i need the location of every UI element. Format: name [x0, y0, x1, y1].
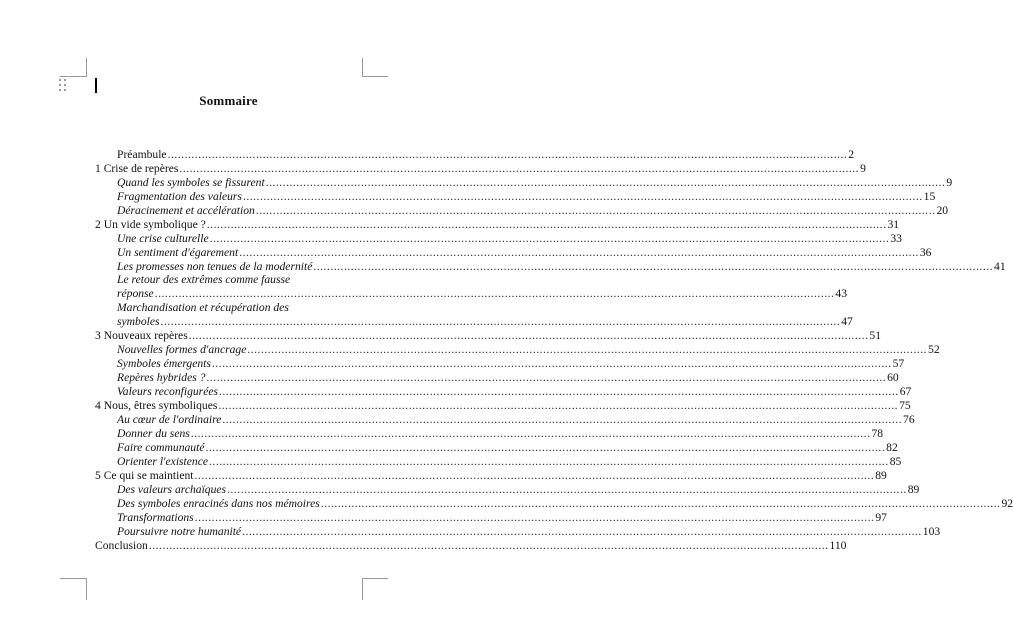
toc-dot-leader: ........................................................................................................................................................................................................	[188, 329, 869, 342]
toc-entry-page-number: 20	[936, 204, 949, 217]
toc-entry-label: Nouvelles formes d'ancrage	[117, 343, 247, 356]
toc-entry[interactable]	[117, 357, 905, 371]
toc-dot-leader: ........................................................................................................................................................................................................	[194, 511, 875, 524]
toc-entry[interactable]	[95, 469, 887, 483]
toc-entry-page-number: 97	[875, 511, 887, 524]
toc-entry-label: Poursuivre notre humanité	[117, 525, 242, 538]
toc-dot-leader: ........................................................................................................................................................................................................	[190, 427, 871, 440]
toc-dot-leader: ........................................................................................................................................................................................................	[255, 204, 936, 217]
toc-entry-label: Donner du sens	[117, 427, 190, 440]
toc-entry-page-number: 57	[892, 357, 905, 370]
toc-entry-label: 3 Nouveaux repères	[95, 329, 188, 342]
toc-entry-page-number: 103	[922, 525, 941, 538]
toc-entry-label: Transformations	[117, 511, 194, 524]
drag-handle-icon[interactable]	[59, 79, 69, 93]
toc-entry-label: Des valeurs archaïques	[117, 483, 227, 496]
toc-dot-leader: ........................................................................................................................................................................................................	[247, 343, 928, 356]
toc-dot-leader: ........................................................................................................................................................................................................	[209, 232, 890, 245]
toc-entry[interactable]	[95, 539, 847, 553]
toc-entry-page-number: 85	[889, 455, 902, 468]
toc-dot-leader: ........................................................................................................................................................................................................	[320, 497, 1001, 510]
toc-entry-page-number: 15	[923, 190, 936, 203]
toc-dot-leader: ........................................................................................................................................................................................................	[148, 539, 829, 552]
toc-entry-label: Au cœur de l'ordinaire	[117, 413, 222, 426]
toc-entry-label: Une crise culturelle	[117, 232, 209, 245]
toc-entry-label-line1: Marchandisation et récupération des	[117, 301, 289, 314]
toc-dot-leader: ........................................................................................................................................................................................................	[154, 287, 835, 300]
toc-entry-page-number: 52	[928, 343, 940, 356]
toc-entry[interactable]	[117, 260, 1006, 274]
toc-dot-leader: ........................................................................................................................................................................................................	[211, 357, 892, 370]
toc-entry[interactable]	[117, 483, 920, 497]
page-title: Sommaire	[199, 93, 258, 108]
toc-entry-label-line1: Le retour des extrêmes comme fausse	[117, 273, 291, 286]
toc-entry-label: 2 Un vide symbolique ?	[95, 218, 206, 231]
toc-dot-leader: ........................................................................................................................................................................................................	[194, 469, 875, 482]
toc-entry-label: Repères hybrides ?	[117, 371, 206, 384]
toc-entry-label: Des symboles enracinés dans nos mémoires	[117, 497, 320, 510]
toc-entry[interactable]	[117, 455, 902, 469]
crop-mark-bottom-left-h	[60, 578, 86, 579]
toc-entry[interactable]	[117, 441, 898, 455]
toc-entry-page-number: 31	[887, 218, 900, 231]
toc-entry[interactable]	[117, 287, 847, 301]
toc-entry-label: 5 Ce qui se maintient	[95, 469, 194, 482]
crop-mark-bottom-right-v	[362, 578, 363, 600]
toc-dot-leader: ........................................................................................................................................................................................................	[265, 176, 946, 189]
crop-mark-bottom-right-h	[362, 578, 388, 579]
toc-entry-page-number: 47	[841, 315, 853, 328]
toc-entry-label: Valeurs reconfigurées	[117, 385, 218, 398]
toc-entry-page-number: 67	[899, 385, 912, 398]
toc-entry[interactable]	[95, 162, 866, 176]
toc-entry-label: Fragmentation des valeurs	[117, 190, 242, 203]
toc-entry-page-number: 41	[994, 260, 1006, 273]
toc-entry[interactable]	[117, 190, 936, 204]
toc-entry[interactable]	[95, 329, 881, 343]
text-cursor	[95, 78, 97, 93]
crop-mark-top-right-v	[362, 58, 363, 77]
toc-entry-label: Quand les symboles se fissurent	[117, 176, 265, 189]
toc-entry[interactable]	[117, 343, 940, 357]
toc-entry-page-number: 76	[903, 413, 915, 426]
toc-entry-page-number: 75	[899, 399, 911, 412]
toc-entry-label: Symboles émergents	[117, 357, 211, 370]
toc-entry[interactable]	[117, 511, 887, 525]
toc-dot-leader: ........................................................................................................................................................................................................	[218, 399, 899, 412]
toc-entry-page-number: 33	[890, 232, 902, 245]
toc-entry[interactable]	[117, 246, 932, 260]
toc-entry-page-number: 9	[946, 176, 953, 189]
toc-entry-page-number: 89	[875, 469, 887, 482]
toc-entry-page-number: 110	[829, 539, 847, 552]
toc-entry-page-number: 43	[835, 287, 847, 300]
toc-entry[interactable]	[95, 218, 900, 232]
toc-dot-leader: ........................................................................................................................................................................................................	[209, 455, 889, 468]
toc-entry-page-number: 36	[919, 246, 932, 259]
toc-entry[interactable]	[117, 315, 853, 329]
toc-dot-leader: ........................................................................................................................................................................................................	[160, 315, 841, 328]
toc-dot-leader: ........................................................................................................................................................................................................	[179, 162, 860, 175]
toc-entry[interactable]	[117, 371, 899, 385]
toc-entry-label: Un sentiment d'égarement	[117, 246, 239, 259]
toc-entry-page-number: 51	[869, 329, 881, 342]
toc-entry-page-number: 89	[907, 483, 920, 496]
toc-entry[interactable]	[117, 148, 855, 162]
crop-mark-top-left-v	[86, 58, 87, 77]
toc-entry-label: 1 Crise de repères	[95, 162, 179, 175]
toc-dot-leader: ........................................................................................................................................................................................................	[227, 483, 907, 496]
toc-dot-leader: ........................................................................................................................................................................................................	[242, 190, 923, 203]
toc-entry-label: Orienter l'existence	[117, 455, 209, 468]
toc-entry-label: 4 Nous, êtres symboliques	[95, 399, 218, 412]
toc-entry[interactable]	[117, 413, 915, 427]
toc-entry[interactable]	[117, 176, 953, 190]
toc-entry-page-number: 92	[1001, 497, 1013, 510]
toc-dot-leader: ........................................................................................................................................................................................................	[205, 441, 886, 454]
toc-dot-leader: ........................................................................................................................................................................................................	[167, 148, 848, 161]
crop-mark-top-left-h	[60, 76, 86, 77]
toc-dot-leader: ........................................................................................................................................................................................................	[222, 413, 903, 426]
toc-entry[interactable]	[117, 497, 1013, 511]
toc-entry-page-number: 2	[848, 148, 855, 161]
toc-entry-page-number: 9	[860, 162, 866, 175]
toc-dot-leader: ........................................................................................................................................................................................................	[313, 260, 994, 273]
toc-entry-page-number: 82	[886, 441, 898, 454]
toc-entry[interactable]	[117, 385, 912, 399]
toc-dot-leader: ........................................................................................................................................................................................................	[239, 246, 919, 259]
toc-dot-leader: ........................................................................................................................................................................................................	[206, 218, 887, 231]
toc-entry-label: Faire communauté	[117, 441, 205, 454]
toc-entry[interactable]	[117, 232, 902, 246]
crop-mark-bottom-left-v	[86, 578, 87, 600]
toc-entry-label: réponse	[117, 287, 154, 300]
toc-entry-label: Déracinement et accélération	[117, 204, 255, 217]
crop-mark-top-right-h	[362, 76, 388, 77]
toc-entry-label: Conclusion	[95, 539, 148, 552]
toc-dot-leader: ........................................................................................................................................................................................................	[219, 385, 899, 398]
toc-dot-leader: ........................................................................................................................................................................................................	[206, 371, 887, 384]
toc-entry-page-number: 78	[871, 427, 884, 440]
toc-entry-page-number: 60	[887, 371, 899, 384]
toc-entry[interactable]	[117, 427, 884, 441]
toc-entry-label: Préambule	[117, 148, 167, 161]
toc-entry-label: Les promesses non tenues de la modernité	[117, 260, 313, 273]
toc-entry[interactable]	[95, 399, 911, 413]
toc-dot-leader: ........................................................................................................................................................................................................	[242, 525, 922, 538]
toc-entry[interactable]	[117, 525, 941, 539]
toc-entry[interactable]	[117, 204, 949, 218]
toc-entry-label: symboles	[117, 315, 160, 328]
